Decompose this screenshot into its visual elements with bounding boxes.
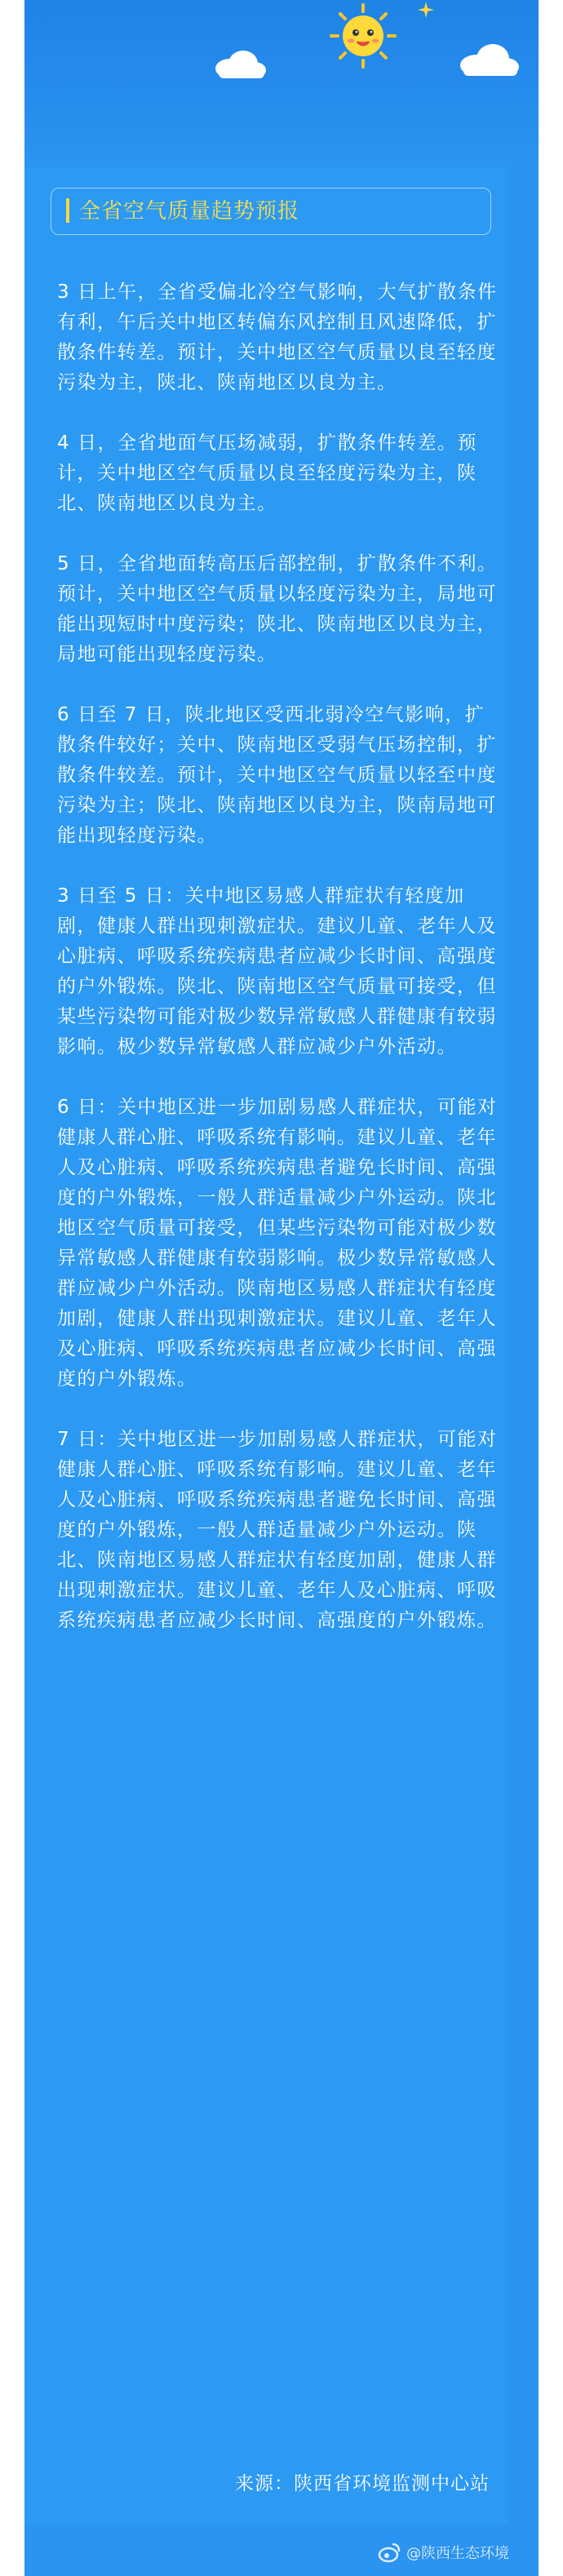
forecast-content	[57, 277, 504, 1666]
section-title: 全省空气质量趋势预报	[79, 199, 300, 224]
health-advice-paragraph: 3 日至 5 日：关中地区易感人群症状有轻度加剧，健康人群出现刺激症状。建议儿童、老年人及心脏病、呼吸系统疾病患者应减少长时间、高强度的户外锻炼。陕北、陕南地区空气质量可接受，但某些污染物可能对极少数异常敏感人群健康有较弱影响。极少数异常敏感人群应减少户外活动。	[57, 885, 497, 1057]
weibo-logo-icon	[377, 2540, 401, 2565]
forecast-paragraph: 3 日上午，全省受偏北冷空气影响，大气扩散条件有利，午后关中地区转偏东风控制且风速降低，扩散条件转差。预计，关中地区空气质量以良至轻度污染为主，陕北、陕南地区以良为主。	[57, 282, 498, 393]
cloud-icon	[457, 42, 522, 78]
title-accent-bar	[66, 198, 69, 223]
source-credit: 来源：陕西省环境监测中心站	[235, 2473, 490, 2494]
watermark-text: @陕西生态环境	[406, 2545, 509, 2562]
sun-icon	[326, 3, 400, 69]
sparkle-icon	[414, 0, 437, 20]
forecast-paragraph: 6 日至 7 日，陕北地区受西北弱冷空气影响，扩散条件较好；关中、陕南地区受弱气压场控制，扩散条件较差。预计，关中地区空气质量以轻至中度污染为主；陕北、陕南地区以良为主，陕南局地可能出现轻度污染。	[57, 704, 497, 846]
health-advice-paragraph: 6 日：关中地区进一步加剧易感人群症状，可能对健康人群心脏、呼吸系统有影响。建议儿童、老年人及心脏病、呼吸系统疾病患者避免长时间、高强度的户外锻炼，一般人群适量减少户外运动。陕北地区空气质量可接受，但某些污染物可能对极少数异常敏感人群健康有较弱影响。极少数异常敏感人群应减少户外活动。陕南地区易感人群症状有轻度加剧，健康人群出现刺激症状。建议儿童、老年人及心脏病、呼吸系统疾病患者应减少长时间、高强度的户外锻炼。	[57, 1097, 498, 1390]
cloud-icon	[212, 47, 269, 80]
section-title-bar	[51, 188, 491, 235]
watermark	[377, 2536, 509, 2569]
health-advice-paragraph: 7 日：关中地区进一步加剧易感人群症状，可能对健康人群心脏、呼吸系统有影响。建议儿童、老年人及心脏病、呼吸系统疾病患者避免长时间、高强度的户外锻炼，一般人群适量减少户外运动。陕北、陕南地区易感人群症状有轻度加剧，健康人群出现刺激症状。建议儿童、老年人及心脏病、呼吸系统疾病患者应减少长时间、高强度的户外锻炼。	[57, 1429, 498, 1631]
header-illustration	[24, 0, 539, 163]
forecast-paragraph: 4 日，全省地面气压场减弱，扩散条件转差。预计，关中地区空气质量以良至轻度污染为主，陕北、陕南地区以良为主。	[57, 432, 477, 514]
forecast-paragraph: 5 日，全省地面转高压后部控制，扩散条件不利。预计，关中地区空气质量以轻度污染为主，局地可能出现短时中度污染；陕北、陕南地区以良为主，局地可能出现轻度污染。	[57, 553, 498, 665]
